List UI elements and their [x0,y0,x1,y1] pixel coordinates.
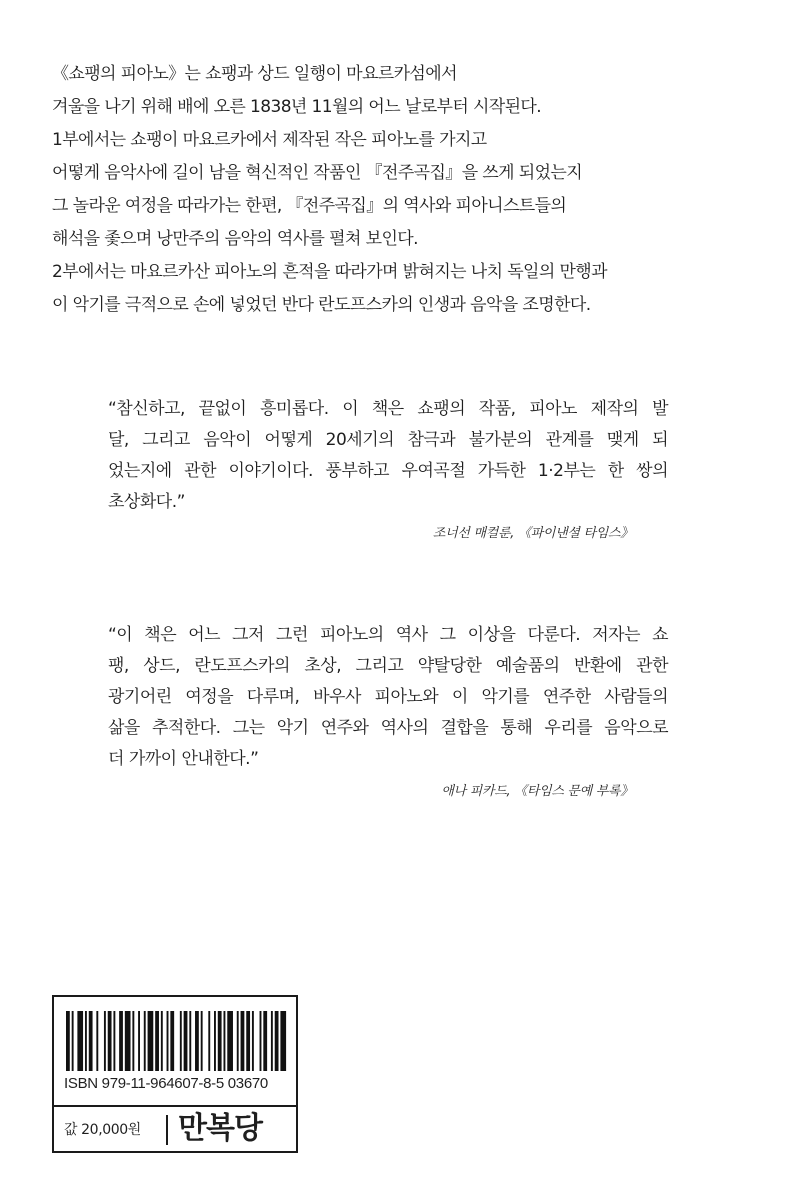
barcode-bar [144,1011,146,1071]
barcode-bar [241,1011,245,1071]
barcode-bar [280,1011,286,1071]
intro-line: 2부에서는 마요르카산 피아노의 흔적을 따라가며 밝혀지는 나치 독일의 만행과 [52,262,607,282]
intro-line: 겨울을 나기 위해 배에 오른 1838년 11월의 어느 날로부터 시작된다. [52,97,542,117]
price-separator [166,1115,168,1145]
intro-paragraph [52,58,752,322]
barcode-bar [180,1011,182,1071]
quote-line: 삶을 추적한다. 그는 악기 연주와 역사의 결합을 통해 우리를 음악으로 [108,718,668,738]
quote-line: 광기어린 여정을 다루며, 바우사 피아노와 이 악기를 연주한 사람들의 [108,687,668,707]
barcode-bar [275,1011,279,1071]
barcode-bar [214,1011,216,1071]
barcode-bar [170,1011,174,1071]
barcode-bar [167,1011,169,1071]
barcode-bar [148,1011,154,1071]
barcode-bar [184,1011,188,1071]
barcode-bar [195,1011,199,1071]
barcode-bar [227,1011,233,1071]
barcode-bar [263,1011,267,1071]
barcode-bar [208,1011,210,1071]
quote-line: 더 가까이 안내한다.” [108,749,259,769]
quote-line: 팽, 상드, 란도프스카의 초상, 그리고 약탈당한 예술품의 반환에 관한 [108,656,668,676]
box-divider [54,1105,296,1107]
barcode-bar [125,1011,131,1071]
barcode-bar [201,1011,203,1071]
price-label: 값 20,000원 [64,1122,141,1138]
quote-line: “참신하고, 끝없이 흥미롭다. 이 책은 쇼팽의 작품, 피아노 제작의 발 [108,399,668,419]
barcode-bar [96,1011,98,1071]
intro-line: 《쇼팽의 피아노》는 쇼팽과 상드 일행이 마요르카섬에서 [52,64,457,84]
barcode-bar [108,1011,112,1071]
intro-line: 어떻게 음악사에 길이 남을 혁신적인 작품인 『전주곡집』을 쓰게 되었는지 [52,163,583,183]
barcode-bar [138,1011,140,1071]
barcode-bar [223,1011,225,1071]
isbn-number: ISBN 979-11-964607-8-5 03670 [64,1075,268,1092]
barcode-bar [119,1011,123,1071]
barcode-bar [189,1011,191,1071]
intro-line: 이 악기를 극적으로 손에 넣었던 반다 란도프스카의 인생과 음악을 조명한다. [52,295,591,315]
barcode-bar [237,1011,239,1071]
barcode-bar [89,1011,93,1071]
barcode-bar [66,1011,70,1071]
quote-line: 달, 그리고 음악이 어떻게 20세기의 참극과 불가분의 관계를 맺게 되 [108,430,668,450]
barcode-bar [246,1011,250,1071]
barcode-bar [85,1011,87,1071]
barcode-image [66,1011,288,1071]
review-quote-1 [108,394,668,518]
barcode-bar [113,1011,115,1071]
barcode-bar [271,1011,273,1071]
publisher-logo: 만복당 [178,1111,262,1146]
barcode-bar [104,1011,106,1071]
barcode-bar [72,1011,74,1071]
quote-2-attribution: 애나 피카드, 《타임스 문예 부록》 [441,784,633,799]
intro-line: 그 놀라운 여정을 따라가는 한편, 『전주곡집』의 역사와 피아니스트들의 [52,196,567,216]
intro-line: 해석을 좇으며 낭만주의 음악의 역사를 펼쳐 보인다. [52,229,418,249]
barcode-bar [161,1011,163,1071]
quote-line: “이 책은 어느 그저 그런 피아노의 역사 그 이상을 다룬다. 저자는 쇼 [108,625,668,645]
review-quote-2 [108,620,668,775]
barcode-bar [132,1011,134,1071]
barcode-bar [252,1011,254,1071]
quote-line: 었는지에 관한 이야기이다. 풍부하고 우여곡절 가득한 1·2부는 한 쌍의 [108,461,668,481]
intro-line: 1부에서는 쇼팽이 마요르카에서 제작된 작은 피아노를 가지고 [52,130,487,150]
barcode-bar [260,1011,262,1071]
quote-line: 초상화다.” [108,492,185,512]
barcode-bar [155,1011,159,1071]
barcode-box [52,995,298,1153]
barcode-bar [218,1011,222,1071]
quote-1-attribution: 조너선 매컬룬, 《파이낸셜 타임스》 [432,526,633,541]
barcode-bar [77,1011,83,1071]
